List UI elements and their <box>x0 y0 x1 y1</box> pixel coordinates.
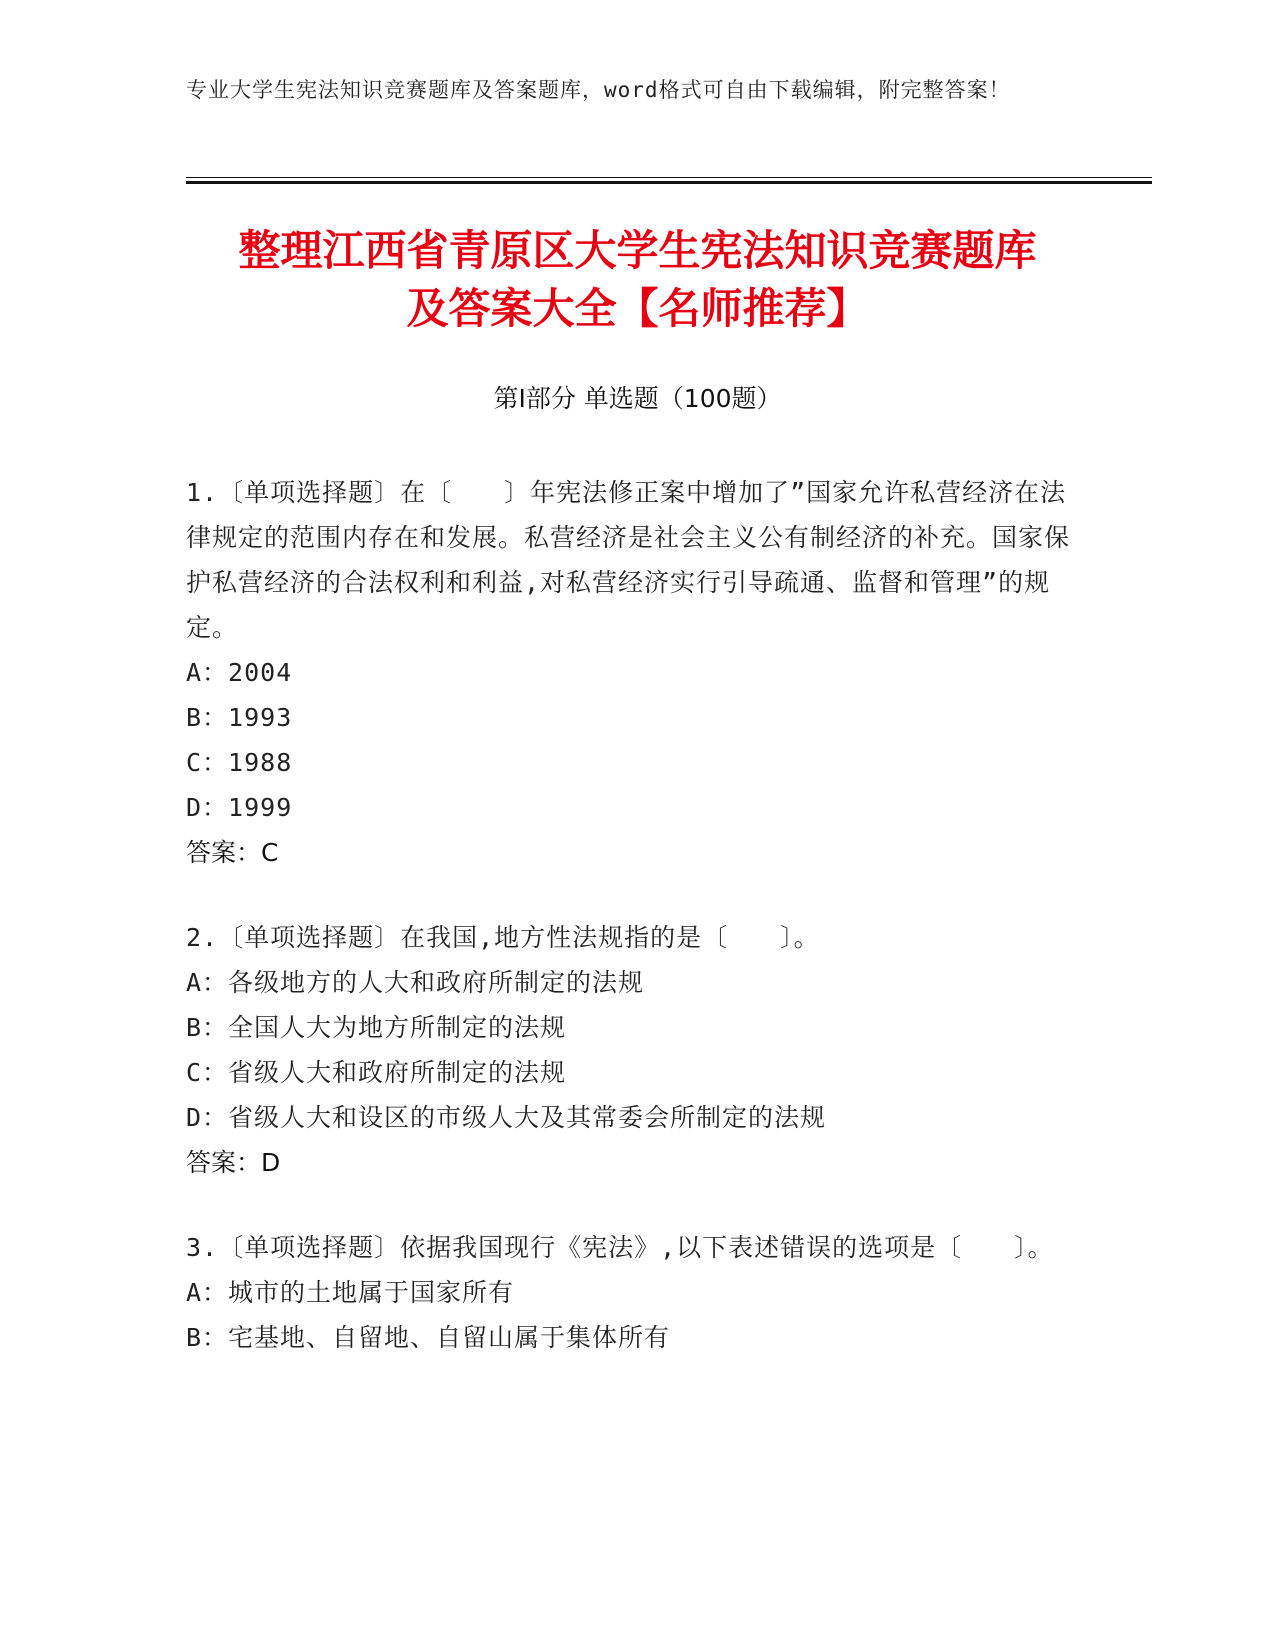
option-a: A：2004 <box>186 658 293 687</box>
document-title <box>130 222 1145 338</box>
question-2 <box>186 915 1076 1185</box>
option-b: B：1993 <box>186 703 293 732</box>
header-note: 专业大学生宪法知识竞赛题库及答案题库，word格式可自由下载编辑，附完整答案！ <box>186 78 1011 102</box>
option-c: C：1988 <box>186 748 293 777</box>
option-b: B：宅基地、自留地、自留山属于集体所有 <box>186 1323 671 1352</box>
option-c: C：省级人大和政府所制定的法规 <box>186 1058 567 1087</box>
header-rule-thick <box>186 181 1152 184</box>
question-list <box>186 470 1076 1400</box>
question-1 <box>186 470 1076 875</box>
answer-line: 答案：C <box>186 838 279 867</box>
section-title: 第Ⅰ部分 单选题（100题） <box>493 384 782 413</box>
question-stem: 2.〔单项选择题〕在我国,地方性法规指的是〔 〕。 <box>186 923 820 952</box>
answer-line: 答案：D <box>186 1148 281 1177</box>
option-b: B：全国人大为地方所制定的法规 <box>186 1013 567 1042</box>
question-stem: 3.〔单项选择题〕依据我国现行《宪法》,以下表述错误的选项是〔 〕。 <box>186 1233 1054 1262</box>
question-stem: 1.〔单项选择题〕在〔 〕年宪法修正案中增加了”国家允许私营经济在法律规定的范围内存在和发展。私营经济是社会主义公有制经济的补充。国家保护私营经济的合法权利和利益,对私营经济实行引导疏通、监督和管理”的规定。 <box>186 478 1071 642</box>
option-d: D：1999 <box>186 793 293 822</box>
header-rule-thin <box>186 177 1152 178</box>
option-d: D：省级人大和设区的市级人大及其常委会所制定的法规 <box>186 1103 827 1132</box>
option-a: A：各级地方的人大和政府所制定的法规 <box>186 968 645 997</box>
option-a: A：城市的土地属于国家所有 <box>186 1278 515 1307</box>
question-3 <box>186 1225 1076 1360</box>
title-line-1: 整理江西省青原区大学生宪法知识竞赛题库 <box>238 226 1037 275</box>
title-line-2: 及答案大全【名师推荐】 <box>406 284 869 333</box>
